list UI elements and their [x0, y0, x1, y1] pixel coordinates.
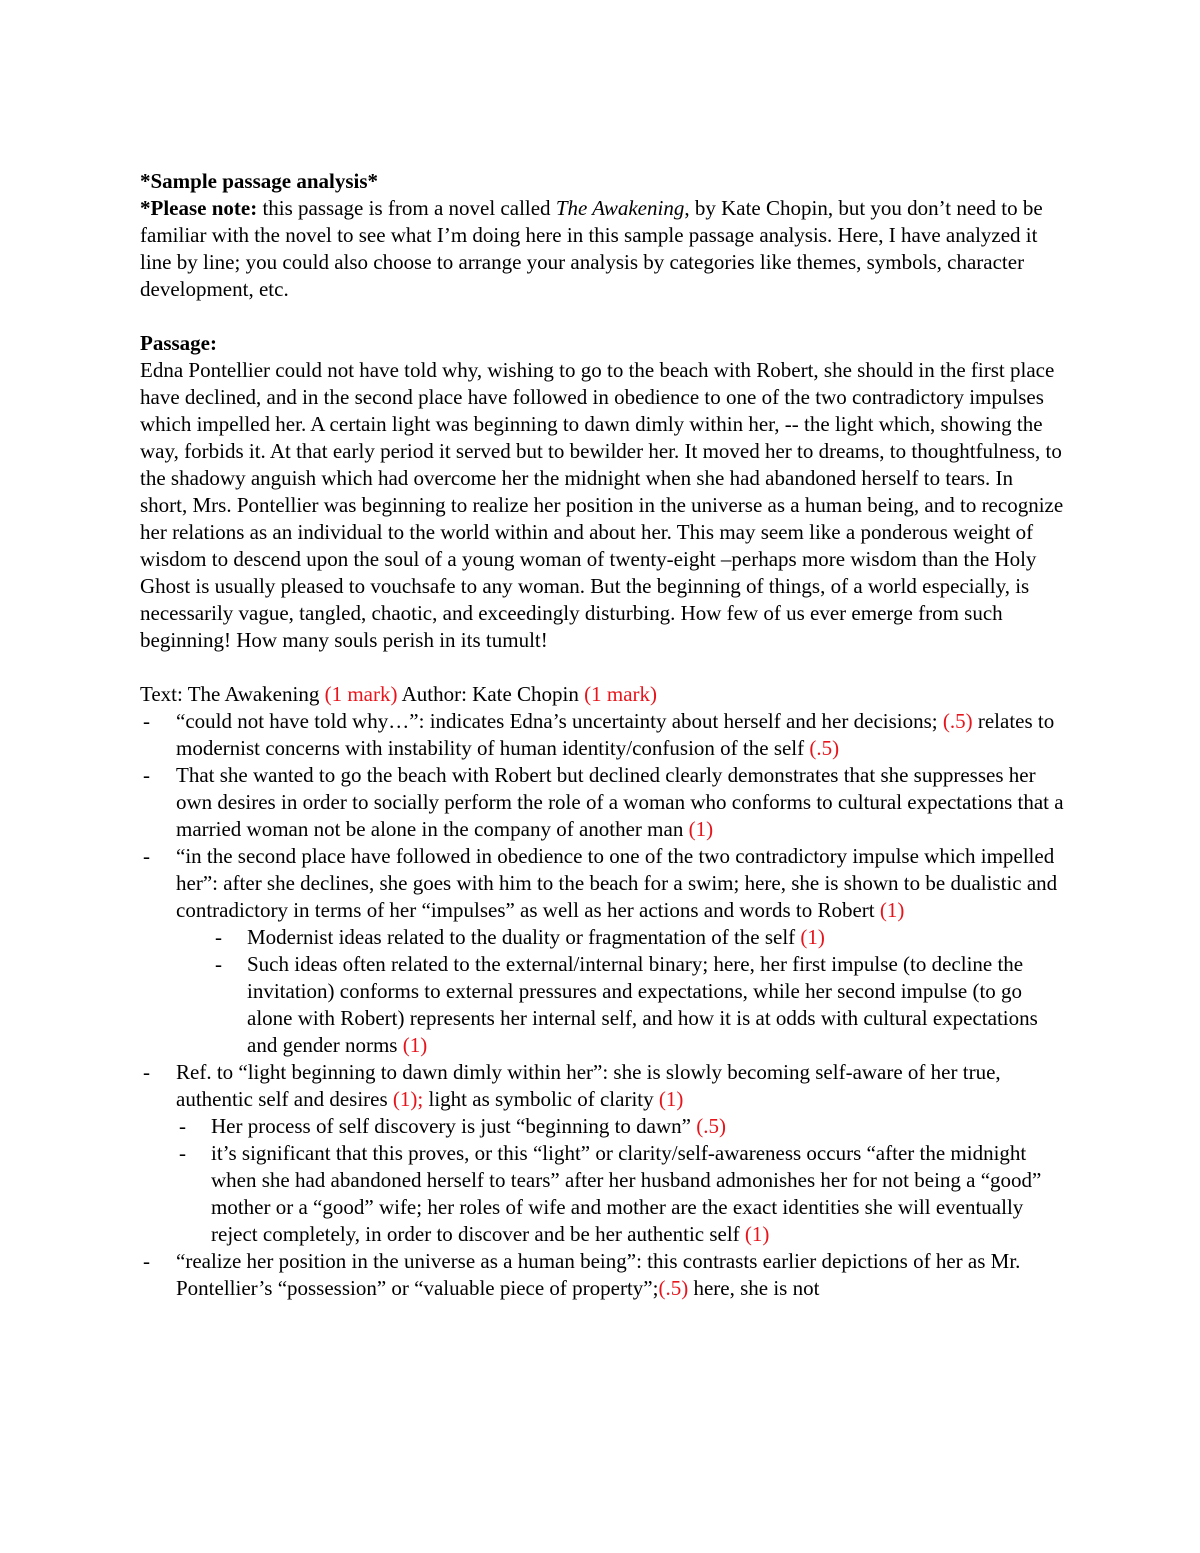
- document-title: *Sample passage analysis*: [140, 169, 379, 193]
- item-text: “in the second place have followed in obedience to one of the two contradictory impulse which impelled her”: after she declines, she goes with him to the beach for a swim; here, she is shown to be dualistic and contradictory in terms of her “impulses” as well as her actions and words to Robert: [176, 844, 1058, 922]
- text-author-line: [140, 681, 1065, 708]
- analysis-list: [140, 1248, 1065, 1302]
- dash-bullet: -: [143, 763, 150, 787]
- mark-annotation: (1): [800, 925, 825, 949]
- mark-annotation: (1);: [392, 1087, 424, 1111]
- analysis-list: [140, 708, 1065, 924]
- sub-list-item: [140, 951, 1065, 1059]
- mark-annotation: (.5): [696, 1114, 726, 1138]
- mark-annotation: (1): [879, 898, 905, 922]
- mark-annotation: (1): [688, 817, 714, 841]
- item-text: Such ideas often related to the external/internal binary; here, her first impulse (to decline the invitation) conforms to external pressures and expectations, while her second impulse (to go alone with Robert) represents her internal self, and how it is at odds with cultural expectations and gender norms: [247, 952, 1038, 1057]
- item-text: “could not have told why…”: indicates Edna’s uncertainty about herself and her decisions;: [176, 709, 943, 733]
- mark-annotation: (1): [658, 1087, 684, 1111]
- list-item: [140, 708, 1065, 762]
- dash-bullet: -: [143, 709, 150, 733]
- sub-list: [140, 924, 1065, 1059]
- dash-bullet: -: [215, 925, 222, 949]
- author-label: Author: Kate Chopin: [397, 682, 585, 706]
- dash-bullet: -: [179, 1114, 186, 1138]
- note-paragraph: [140, 195, 1065, 303]
- dash-bullet: -: [215, 952, 222, 976]
- mark-annotation: (1): [402, 1033, 428, 1057]
- mark-annotation: (.5): [658, 1276, 689, 1300]
- dash-bullet: -: [143, 844, 150, 868]
- list-item: [140, 843, 1065, 924]
- dash-bullet: -: [143, 1249, 150, 1273]
- item-text: relates to modernist concerns with instability of human identity/confusion of the self: [176, 709, 1055, 760]
- author-mark: (1 mark): [584, 682, 658, 706]
- list-item: [140, 1248, 1065, 1302]
- sub-list-item: [140, 1140, 1065, 1248]
- passage-text: Edna Pontellier could not have told why, wishing to go to the beach with Robert, she should in the first place have declined, and in the second place have followed in obedience to one of the two contradictory impulses which impelled her. A certain light was beginning to dawn dimly within her, -- the light which, showing the way, forbids it. At that early period it served but to bewilder her. It moved her to dreams, to thoughtfulness, to the shadowy anguish which had overcome her the midnight when she had abandoned herself to tears. In short, Mrs. Pontellier was beginning to realize her position in the universe as a human being, and to recognize her relations as an individual to the world within and about her. This may seem like a ponderous weight of wisdom to descend upon the soul of a young woman of twenty-eight –perhaps more wisdom than the Holy Ghost is usually pleased to vouchsafe to any woman. But the beginning of things, of a world especially, is necessarily vague, tangled, chaotic, and exceedingly disturbing. How few of us ever emerge from such beginning! How many souls perish in its tumult!: [140, 358, 1064, 652]
- item-text: here, she is not: [688, 1276, 820, 1300]
- item-text: Modernist ideas related to the duality or fragmentation of the self: [247, 925, 801, 949]
- document-page: [140, 168, 1065, 1302]
- dash-bullet: -: [143, 1060, 150, 1084]
- mark-annotation: (1): [744, 1222, 770, 1246]
- analysis-list: [140, 1059, 1065, 1113]
- sub-list: [140, 1113, 1065, 1248]
- sub-list-item: [140, 924, 1065, 951]
- text-mark: (1 mark): [324, 682, 398, 706]
- item-text: light as symbolic of clarity: [423, 1087, 659, 1111]
- item-text: Her process of self discovery is just “beginning to dawn”: [211, 1114, 697, 1138]
- note-text-2: , by Kate Chopin, but you don’t need to be familiar with the novel to see what I’m doing here in this sample passage analysis. Here, I have analyzed it line by line; you could also choose to arrange your analysis by categories like themes, symbols, character development, etc.: [140, 196, 1043, 301]
- item-text: it’s significant that this proves, or this “light” or clarity/self-awareness occurs “after the midnight when she had abandoned herself to tears” after her husband admonishes her for not being a “good” mother or a “good” wife; her roles of wife and mother are the exact identities she will eventually reject completely, in order to discover and be her authentic self: [211, 1141, 1042, 1246]
- note-text-1: this passage is from a novel called: [257, 196, 556, 220]
- note-label: *Please note:: [140, 196, 258, 220]
- novel-title: The Awakening: [555, 196, 685, 220]
- list-item: [140, 762, 1065, 843]
- text-label: Text: The Awakening: [140, 682, 325, 706]
- sub-list-item: [140, 1113, 1065, 1140]
- item-text: That she wanted to go the beach with Robert but declined clearly demonstrates that she suppresses her own desires in order to socially perform the role of a woman who conforms to cultural expectations that a married woman not be alone in the company of another man: [176, 763, 1064, 841]
- dash-bullet: -: [179, 1141, 186, 1165]
- item-text: Ref. to “light beginning to dawn dimly within her”: she is slowly becoming self-aware of her true, authentic self and desires: [176, 1060, 1001, 1111]
- list-item: [140, 1059, 1065, 1113]
- passage-label: Passage:: [140, 331, 217, 355]
- mark-annotation: (.5): [809, 736, 840, 760]
- mark-annotation: (.5): [942, 709, 973, 733]
- item-text: “realize her position in the universe as a human being”: this contrasts earlier depictions of her as Mr. Pontellier’s “possession” or “valuable piece of property”;: [176, 1249, 1021, 1300]
